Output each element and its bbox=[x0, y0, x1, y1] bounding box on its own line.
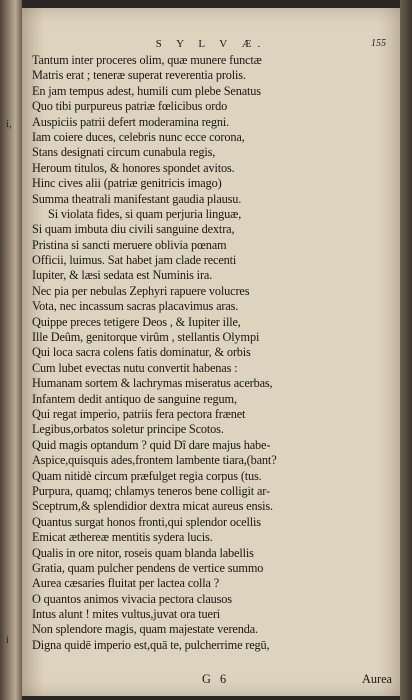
margin-mark: i bbox=[6, 634, 10, 646]
page-footer bbox=[32, 672, 392, 688]
verse-line: Cum lubet evectas nutu convertit habenas : bbox=[32, 360, 238, 375]
verse-line: Qui regat imperio, patriis fera pectora frænet bbox=[32, 406, 246, 421]
verse-line: Purpura, quamq; chlamys teneros bene colligit ar- bbox=[32, 483, 270, 498]
verse-line: Officii, luimus. Sat habet jam clade recenti bbox=[32, 253, 237, 268]
verse-line: Vota, nec incassum sacras placavimus aras. bbox=[32, 299, 239, 314]
margin-mark: i, bbox=[6, 118, 12, 130]
verse-line: Tantum inter proceres olim, quæ munere functæ bbox=[32, 53, 262, 67]
verse-line: Nec pia per nebulas Zephyri rapuere volucres bbox=[32, 283, 250, 298]
verse-line: Quippe preces tetigere Deos , & Iupiter ille, bbox=[32, 314, 241, 329]
verse-line: Quam nitidè circum præfulget regia corpus (tus. bbox=[32, 468, 262, 483]
verse-line: Quantus surgat honos fronti,qui splendor ocellis bbox=[32, 514, 261, 529]
verse-line: En jam tempus adest, humili cum plebe Senatus bbox=[32, 83, 261, 98]
verse-line: Auspiciis patrii defert moderamina regni. bbox=[32, 114, 230, 129]
verse-line: Quid magis optandum ? quid Dî dare majus habe- bbox=[32, 437, 271, 452]
verse-line: Humanam sortem & lachrymas miseratus acerbas, bbox=[32, 376, 273, 391]
signature-mark: G 6 bbox=[202, 672, 230, 686]
verse-line: Sceptrum,& splendidior dextra micat aureus ensis. bbox=[32, 499, 273, 514]
verse-line: Qualis in ore nitor, roseis quam blanda labellis bbox=[32, 545, 254, 560]
verse-line: Iam coiere duces, celebris nunc ecce corona, bbox=[32, 129, 245, 144]
verse-line: Aurea cæsaries fluitat per lactea colla ? bbox=[32, 576, 220, 591]
verse-line: Qui loca sacra colens fatis dominatur, & orbis bbox=[32, 345, 251, 360]
verse-line: Heroum titulos, & honores spondet avitos. bbox=[32, 160, 235, 175]
verse-line: Aspice,quisquis ades,frontem lambente tiara,(bant? bbox=[32, 453, 277, 468]
verse-text bbox=[32, 53, 392, 653]
verse-line: Pristina si sancti meruere oblivia pœnam bbox=[32, 237, 227, 252]
verse-line: Ille Deûm, genitorque virûm , stellantis Olympi bbox=[32, 330, 260, 345]
catchword: Aurea bbox=[361, 672, 392, 686]
verse-line: Iupiter, & læsi sedata est Numinis ira. bbox=[32, 268, 213, 283]
book-page bbox=[22, 8, 400, 696]
book-edge-right bbox=[400, 0, 412, 700]
verse-line: O quantos animos vivacia pectora clausos bbox=[32, 591, 232, 606]
verse-line: Hinc cives alii (patriæ genitricis imago) bbox=[32, 176, 222, 191]
verse-line-indented: Si violata fides, si quam perjuria linguæ, bbox=[48, 206, 242, 221]
verse-line: Stans designati circum cunabula regis, bbox=[32, 145, 216, 160]
verse-line: Digna quidē imperio est,quā te, pulcherrime regū, bbox=[32, 637, 270, 652]
verse-line: Non splendore magis, quam majestate verenda. bbox=[32, 622, 258, 637]
verse-line: Summa theatrali manifestant gaudia plausu. bbox=[32, 191, 242, 206]
verse-line: Intus alunt ! mites vultus,juvat ora tueri bbox=[32, 607, 221, 622]
verse-line: Infantem dedit antiquo de sanguine regum, bbox=[32, 391, 237, 406]
running-head: S Y L V Æ. bbox=[155, 38, 267, 50]
verse-line: Gratia, quam pulcher pendens de vertice summo bbox=[32, 560, 264, 575]
previous-page-edge bbox=[0, 0, 22, 700]
verse-line: Si quam imbuta diu civili sanguine dextra, bbox=[32, 222, 235, 237]
verse-line: Matris erat ; teneræ superat reverentia prolis. bbox=[32, 68, 246, 83]
verse-line: Legibus,orbatos soletur principe Scotos. bbox=[32, 422, 224, 437]
verse-line: Quo tibi purpureus patriæ fœlicibus ordo bbox=[32, 99, 228, 114]
page-number: 155 bbox=[371, 38, 386, 49]
verse-line: Emicat æthereæ mentitis sydera lucis. bbox=[32, 530, 213, 545]
